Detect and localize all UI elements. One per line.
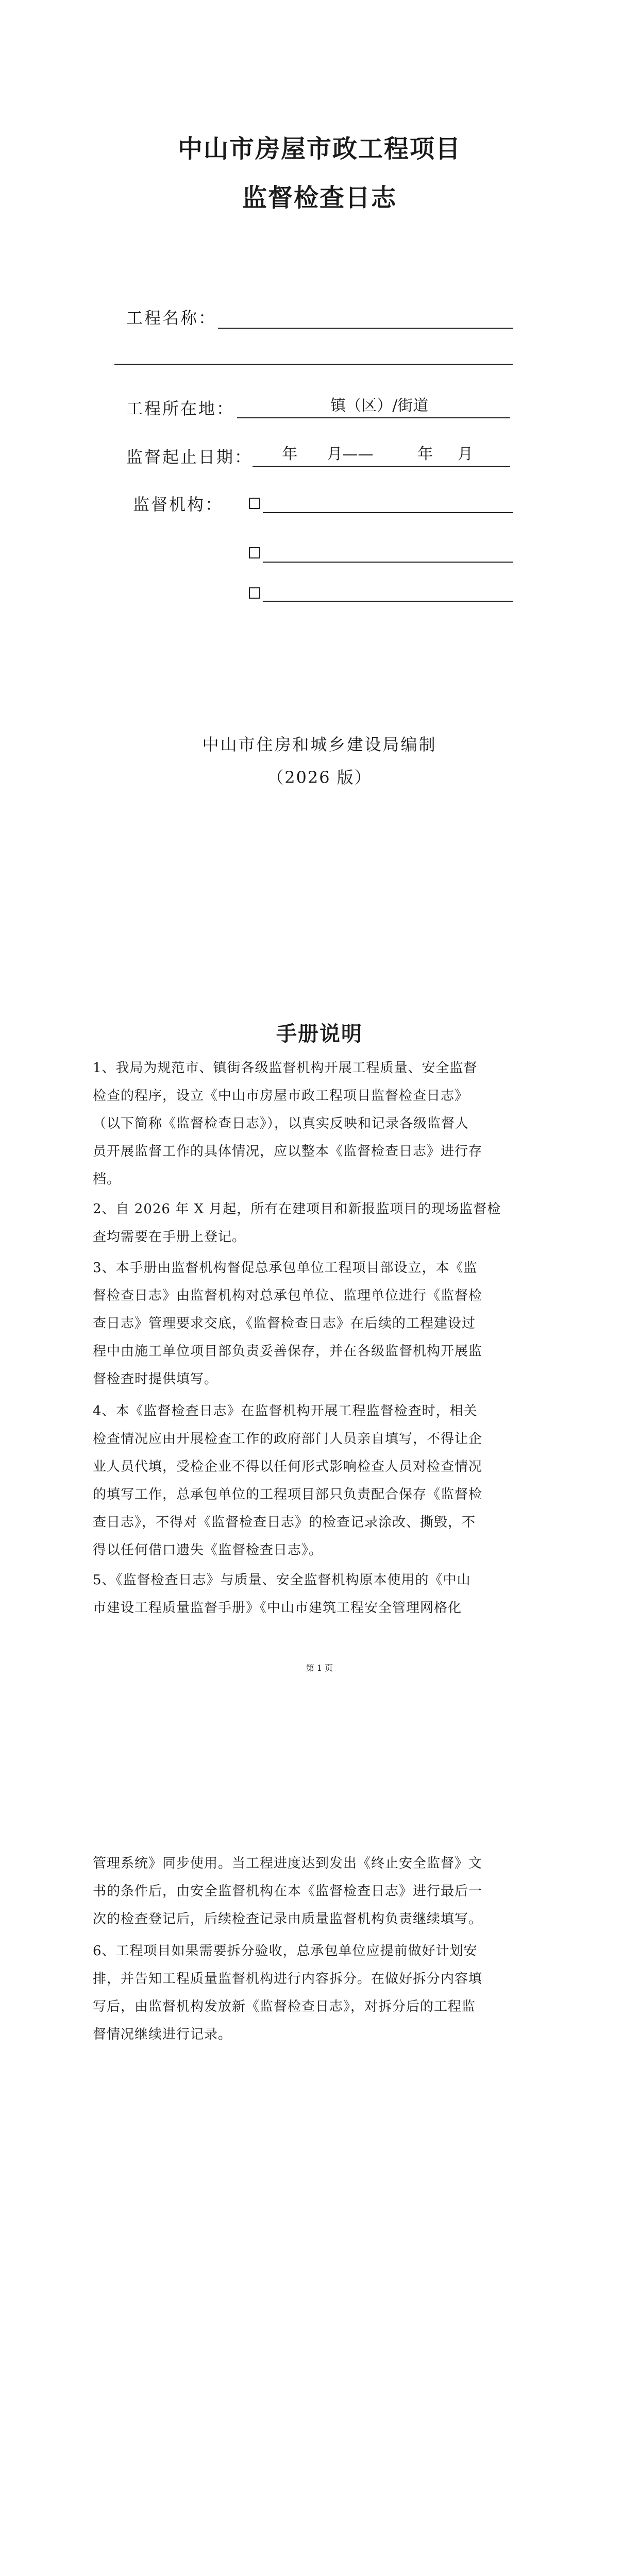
text-line: 6、工程项目如果需要拆分验收，总承包单位应提前做好计划安 — [93, 1943, 478, 1959]
text-line: 员开展监督工作的具体情况，应以整本《监督检查日志》进行存 — [93, 1144, 483, 1159]
agency-field-3[interactable] — [263, 601, 513, 602]
project-name-field[interactable] — [218, 328, 513, 329]
text-line: 市建设工程质量监督手册》《中山市建筑工程安全管理网格化 — [93, 1600, 462, 1616]
agency-checkbox-2[interactable] — [249, 547, 260, 558]
manual-paragraph-1 — [93, 1054, 546, 1193]
edition: （2026 版） — [267, 768, 372, 787]
text-line: 督检查时提供填写。 — [93, 1371, 218, 1387]
page-number-1: 第 1 页 — [306, 1663, 333, 1673]
project-name-field-line2[interactable] — [114, 364, 513, 365]
agency-checkbox-3[interactable] — [249, 587, 260, 599]
manual-paragraph-3 — [93, 1254, 546, 1393]
manual-paragraph-6 — [93, 1937, 546, 2048]
text-line: 排，并告知工程质量监督机构进行内容拆分。在做好拆分内容填 — [93, 1971, 483, 1987]
text-line: 查日志》管理要求交底，《监督检查日志》在后续的工程建设过 — [93, 1316, 476, 1331]
agency-field-1[interactable] — [263, 512, 513, 513]
text-line: 档。 — [93, 1172, 121, 1187]
text-line: 次的检查登记后，后续检查记录由质量监督机构负责继续填写。 — [93, 1911, 483, 1927]
text-line: 写后，由监督机构发放新《监督检查日志》，对拆分后的工程监 — [93, 1999, 476, 2014]
manual-paragraph-4 — [93, 1397, 546, 1564]
text-line: 1、我局为规范市、镇街各级监督机构开展工程质量、安全监督 — [93, 1060, 478, 1076]
text-line: 的填写工作，总承包单位的工程项目部只负责配合保存《监督检 — [93, 1487, 483, 1502]
text-line: 业人员代填，受检企业不得以任何形式影响检查人员对检查情况 — [93, 1459, 483, 1475]
text-line: 管理系统》同步使用。当工程进度达到发出《终止安全监督》文 — [93, 1856, 483, 1871]
text-line: 督检查日志》由监督机构对总承包单位、监理单位进行《监督检 — [93, 1288, 483, 1303]
agency-checkbox-1[interactable] — [249, 498, 260, 509]
manual-paragraph-5-continued — [93, 1850, 546, 1933]
cover-title-line2: 监督检查日志 — [242, 183, 397, 212]
text-line: 5、《监督检查日志》与质量、安全监督机构原本使用的《中山 — [93, 1572, 471, 1588]
text-line: 书的条件后，由安全监督机构在本《监督检查日志》进行最后一 — [93, 1884, 483, 1899]
text-line: 4、本《监督检查日志》在监督机构开展工程监督检查时，相关 — [93, 1403, 478, 1419]
cover-title-line1: 中山市房屋市政工程项目 — [177, 134, 461, 163]
manual-paragraph-5 — [93, 1566, 546, 1622]
text-line: （以下简称《监督检查日志》），以真实反映和记录各级监督人 — [93, 1116, 469, 1131]
text-line: 查日志》，不得对《监督检查日志》的检查记录涂改、撕毁，不 — [93, 1515, 476, 1530]
text-line: 检查的程序，设立《中山市房屋市政工程项目监督检查日志》 — [93, 1088, 469, 1104]
period-field[interactable]: 年 月—— 年 月 — [253, 443, 510, 467]
project-name-label: 工程名称： — [126, 308, 217, 328]
text-line: 督情况继续进行记录。 — [93, 2027, 232, 2042]
manual-heading: 手册说明 — [276, 1022, 363, 1046]
text-line: 2、自 2026 年 X 月起，所有在建项目和新报监项目的现场监督检 — [93, 1201, 501, 1217]
document-page-2 — [0, 1680, 639, 2576]
publisher: 中山市住房和城乡建设局编制 — [202, 735, 437, 754]
agency-label: 监督机构： — [133, 495, 224, 514]
location-field[interactable]: 镇（区）/街道 — [237, 395, 510, 418]
text-line: 程中由施工单位项目部负责妥善保存，并在各级监督机构开展监 — [93, 1344, 483, 1359]
text-line: 检查情况应由开展检查工作的政府部门人员亲自填写，不得让企 — [93, 1431, 483, 1447]
text-line: 查均需要在手册上登记。 — [93, 1229, 246, 1245]
text-line: 得以任何借口遗失《监督检查日志》。 — [93, 1543, 323, 1558]
text-line: 3、本手册由监督机构督促总承包单位工程项目部设立，本《监 — [93, 1260, 478, 1276]
location-label: 工程所在地： — [126, 399, 235, 418]
manual-paragraph-2 — [93, 1195, 546, 1251]
agency-field-2[interactable] — [263, 562, 513, 563]
period-label: 监督起止日期： — [126, 447, 253, 467]
